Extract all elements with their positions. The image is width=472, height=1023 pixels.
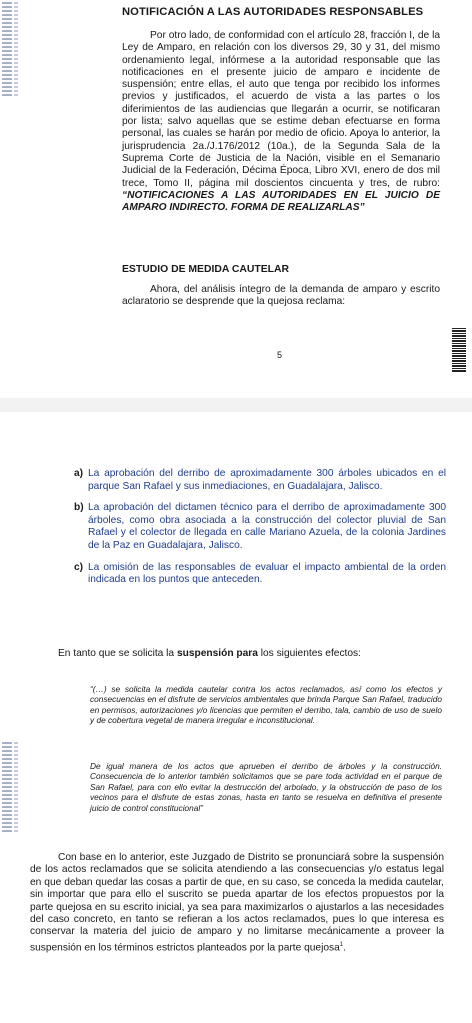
analysis-text: Ahora, del análisis íntegro de la demanda de amparo y escrito aclaratorio se desprende que la quejosa reclama: <box>122 284 440 308</box>
claimed-acts-list <box>74 468 446 596</box>
electronic-signature-strip <box>2 2 12 98</box>
electronic-signature-strip-secondary <box>14 2 18 98</box>
list-item <box>74 502 446 552</box>
electronic-signature-strip-secondary <box>14 742 18 834</box>
list-letter: a) <box>74 468 84 479</box>
list-item <box>74 468 446 493</box>
suspension-emphasis: suspensión para <box>176 648 258 659</box>
section-heading: NOTIFICACIÓN A LAS AUTORIDADES RESPONSABLES <box>122 6 424 18</box>
list-letter: b) <box>74 502 84 514</box>
jurisprudence-title: “NOTIFICACIONES A LAS AUTORIDADES EN EL JUICIO DE AMPARO INDIRECTO. FORMA DE REALIZARLAS” <box>122 189 440 214</box>
footnote-marker[interactable]: 1 <box>339 941 344 948</box>
list-letter: c) <box>74 561 84 573</box>
document-page-5 <box>0 0 472 398</box>
page-number: 5 <box>277 350 283 360</box>
conclusion-text: Con base en lo anterior, este Juzgado de Distrito se pronunciará sobre la suspensión de los actos reclamados que se solicita atendiendo a las consecuencias y/o estatus legal en que deban quedar las cosas a partir de que, en su caso, se conceda la medida cautelar, sin importar que para ello el suscrito se pueda apartar de los efectos propuestos por la parte quejosa en su escrito inicial, ya sea para maximizarlos o ajustarlos a las necesidades del caso concreto, en tanto se refieran a los actos reclamados, pues lo que interesa es conservar la materia del juicio de amparo y no limitarse mecánicamente a proveer la suspensión en los términos estrictos planteados por la parte quejosa <box>30 852 444 954</box>
notification-text: Por otro lado, de conformidad con el artículo 28, fracción I, de la Ley de Amparo, en relación con los diversos 29, 30 y 31, del mismo ordenamiento legal, infórmese a la autoridad responsable que las notificaciones en el presente juicio de amparo e incidente de suspensión; entre ellas, el auto que tenga por recibido los informes previos y justificados, el acuerdo de vista a las partes o los diferimientos de las audiencias que llegarán a ocurrir, se notificaran por lista; salvo aquellas que se estime deban efectuarse en forma personal, las cuales se harán por medio de oficio. Apoya lo anterior, la jurisprudencia 2a./J.176/2012 (10a.), de la Segunda Sala de la Suprema Corte de Justicia de la Nación, visible en el Semanario Judicial de la Federación, Décima Época, Libro XVI, enero de dos mil trece, Tomo II, página mil doscientos cincuenta y tres, de rubro: <box>122 30 440 189</box>
analysis-paragraph <box>122 284 440 309</box>
suspension-paragraph <box>30 648 444 660</box>
list-text: La omisión de las responsables de evaluar el impacto ambiental de la orden indicada en los puntos que anteceden. <box>88 561 446 586</box>
section-subheading: ESTUDIO DE MEDIDA CAUTELAR <box>122 264 290 275</box>
list-text: La aprobación del dictamen técnico para el derribo de aproximadamente 300 árboles, como obra asociada a la construcción del colector pluvial de San Rafael y el colector de llegada en calle Mariano Azuela, de la colonia Jardines de la Paz en Guadalajara, Jalisco. <box>88 502 446 551</box>
electronic-signature-strip <box>2 742 12 834</box>
quoted-request-2: De igual manera de los actos que aprueben el derribo de árboles y la construcción. Consecuencia de lo anterior también solicitamos que se pare toda actividad en el parque de San Rafael, para con ello evitar la destrucción del arbolado, y la obstrucción de paso de los vecinos para el disfrute de estas zonas, hasta en tanto se resuelva en definitiva el presente juicio de control constitucional” <box>90 761 442 813</box>
suspension-text-pre: En tanto que se solicita la <box>58 648 177 659</box>
notification-paragraph <box>122 30 440 214</box>
barcode-seal <box>452 328 466 372</box>
list-item <box>74 562 446 587</box>
quoted-request-1: “(…) se solicita la medida cautelar contra los actos reclamados, así como los efectos y consecuencias en el disfrute de servicios ambientales que brinda Parque San Rafael, traducido en permisos, autorizaciones y/o licencias que permiten el derribo, tala, cambio de uso de suelo y de cobertura vegetal de manera irregular e inconstitucional. <box>90 684 442 726</box>
document-page-6 <box>0 412 472 1023</box>
conclusion-period: . <box>343 942 346 954</box>
conclusion-paragraph <box>30 852 444 955</box>
suspension-text-post: los siguientes efectos: <box>257 648 361 659</box>
list-text: La aprobación del derribo de aproximadamente 300 árboles ubicados en el parque San Rafael y sus inmediaciones, en Guadalajara, Jalisco. <box>88 468 446 492</box>
